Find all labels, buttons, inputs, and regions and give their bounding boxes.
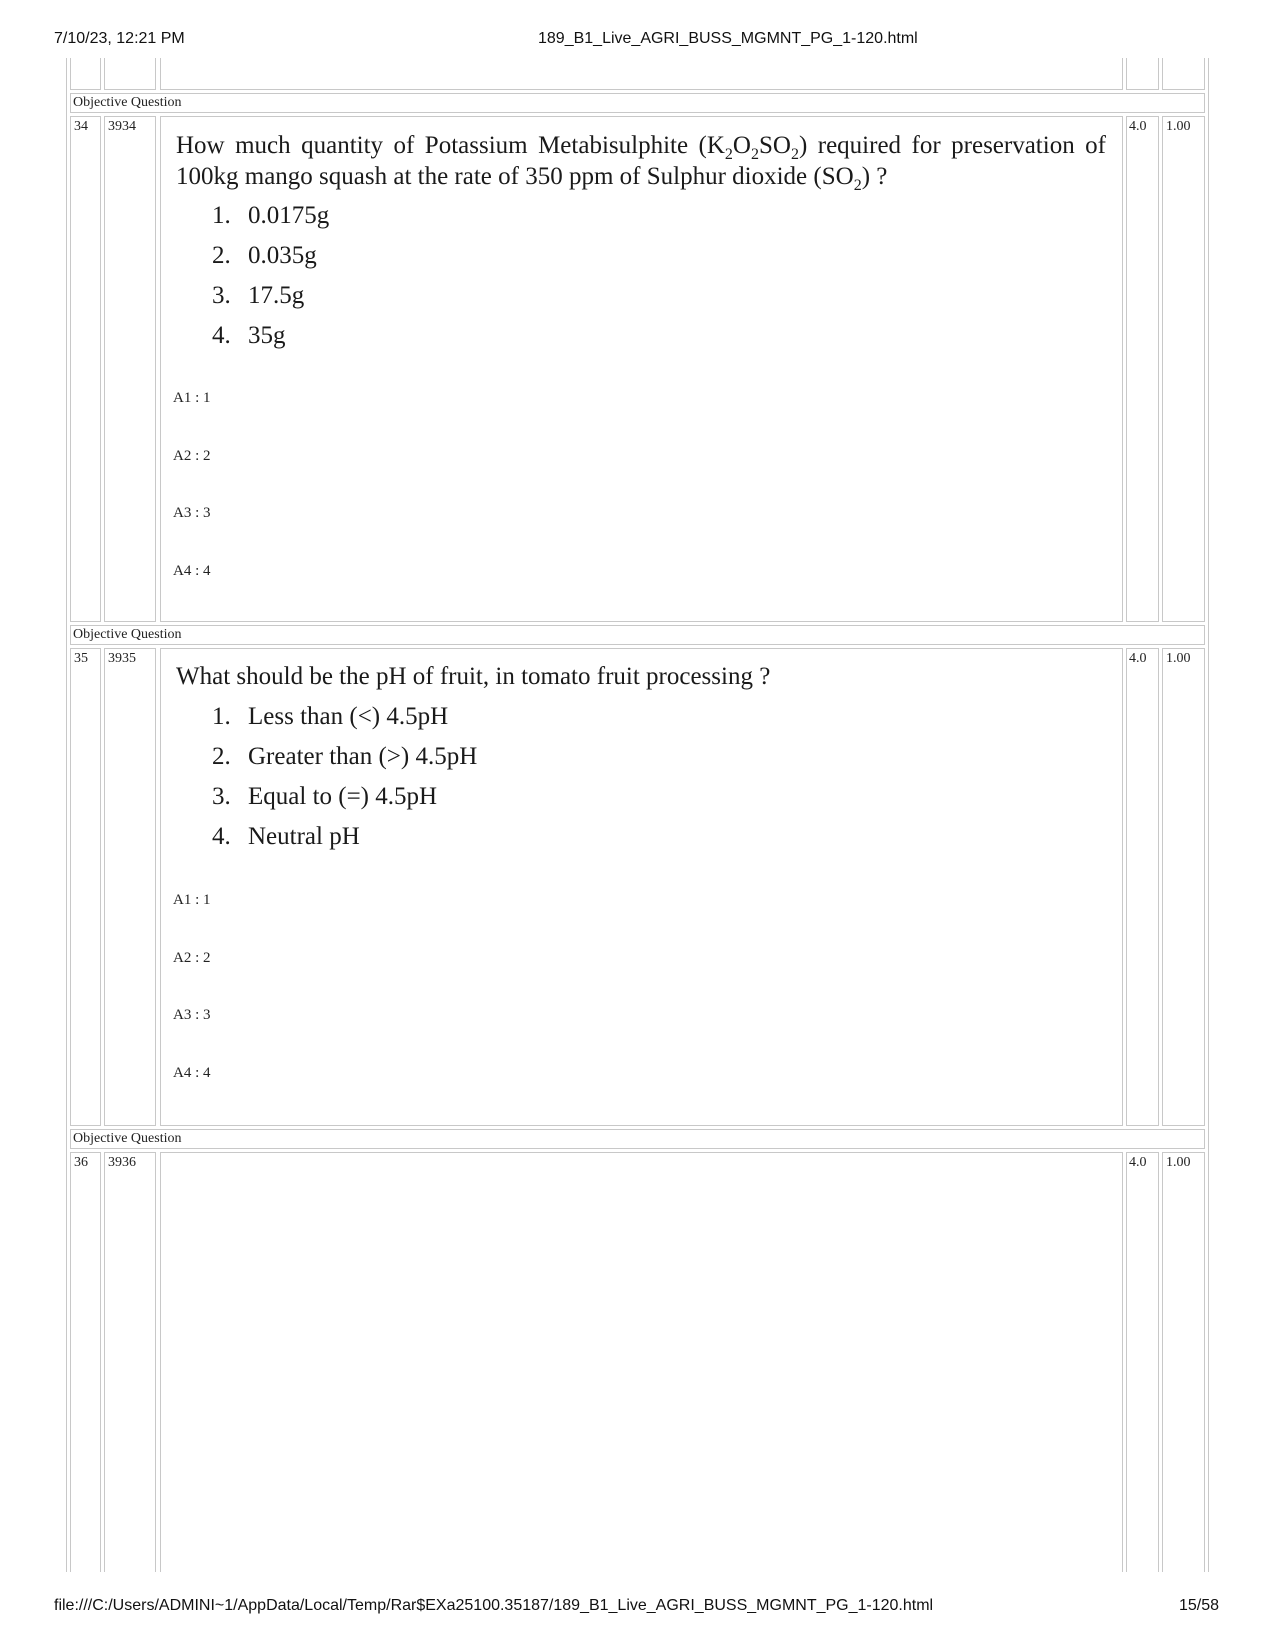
question-negative-marks: 1.00 [1166,119,1191,134]
question-negative-marks: 1.00 [1166,1155,1191,1170]
question-id: 3935 [108,651,136,666]
question-marks: 4.0 [1129,651,1147,666]
answer-key-item: A1 : 1 [173,390,211,406]
question-type-label: Objective Question [73,627,182,642]
prev-row-qid-cell [104,58,156,90]
question-negative-marks: 1.00 [1166,651,1191,666]
question-sno: 34 [74,119,88,134]
question-text: How much quantity of Potassium Metabisulphite $(K_2O_2SO_2)$ required for preservation of 100kg mango squash at the rate of 350 ppm of Sulphur dioxide $(SO_2)$ ? [176,132,1107,194]
question-id: 3936 [108,1155,136,1170]
option-item: 4. 35g [212,322,286,349]
option-item: 4. Neutral pH [212,823,360,850]
question-negative-cell [1162,648,1205,1126]
prev-row-negative-cell [1162,58,1205,90]
answer-key-item: A1 : 1 [173,892,211,908]
option-item: 2. Greater than (>) 4.5pH [212,743,478,770]
answer-key-item: A3 : 3 [173,1007,211,1023]
answer-key-item: A4 : 4 [173,1065,211,1081]
prev-row-sno-cell [70,58,101,90]
question-marks: 4.0 [1129,119,1147,134]
file-path: file:///C:/Users/ADMINI~1/AppData/Local/Temp/Rar$EXa25100.35187/189_B1_Live_AGRI_BUSS_MGMNT_PG_1-120.html [54,1597,934,1614]
option-item: 3. 17.5g [212,282,305,309]
answer-key-item: A2 : 2 [173,950,211,966]
prev-row-marks-cell [1126,58,1159,90]
question-type-label: Objective Question [73,1131,182,1146]
question-type-row [70,625,1205,645]
question-id-cell [104,1152,156,1572]
print-datetime: 7/10/23, 12:21 PM [54,30,185,47]
question-body-cell [160,1152,1123,1572]
option-item: 1. Less than (<) 4.5pH [212,703,449,730]
answer-key-item: A3 : 3 [173,505,211,521]
option-item: 2. 0.035g [212,242,317,269]
prev-row-question-cell [160,58,1123,90]
question-marks-cell [1126,116,1159,622]
question-sno-cell [70,116,101,622]
question-type-row [70,1129,1205,1149]
question-type-row [70,93,1205,113]
table-outer-left-edge [66,58,69,1572]
question-marks: 4.0 [1129,1155,1147,1170]
question-sno: 35 [74,651,88,666]
options-list [212,196,329,356]
options-list [212,697,477,857]
question-sno-cell [70,648,101,1126]
page-number: 15/58 [1179,1597,1220,1614]
question-negative-cell [1162,116,1205,622]
question-sno: 36 [74,1155,88,1170]
question-text: What should be the pH of fruit, in tomato fruit processing ? [176,663,771,690]
question-marks-cell [1126,1152,1159,1572]
question-negative-cell [1162,1152,1205,1572]
question-id-cell [104,648,156,1126]
answer-key-item: A4 : 4 [173,563,211,579]
table-outer-right-edge [1206,58,1209,1572]
option-item: 1. 0.0175g [212,202,330,229]
question-sno-cell [70,1152,101,1572]
question-marks-cell [1126,648,1159,1126]
question-id-cell [104,116,156,622]
document-filename: 189_B1_Live_AGRI_BUSS_MGMNT_PG_1-120.html [538,30,918,47]
question-type-label: Objective Question [73,95,182,110]
option-item: 3. Equal to (=) 4.5pH [212,783,438,810]
answer-key-item: A2 : 2 [173,448,211,464]
question-id: 3934 [108,119,136,134]
